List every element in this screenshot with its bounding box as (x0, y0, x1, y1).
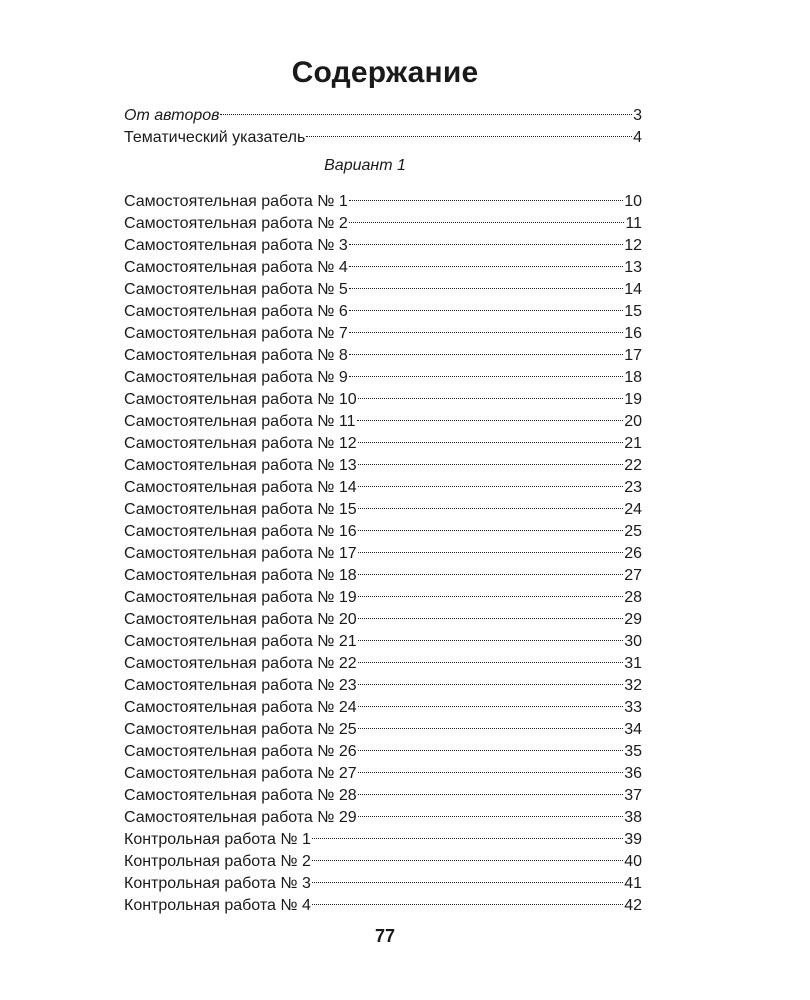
dot-leader (358, 668, 624, 690)
dot-leader (358, 690, 624, 712)
toc-entry-page: 35 (624, 743, 642, 760)
toc-entry-page: 16 (624, 325, 642, 342)
variant-heading-text: Вариант 1 (324, 157, 406, 174)
dot-leader (349, 228, 623, 250)
toc-entry-page: 17 (624, 347, 642, 364)
toc-entry-label: Самостоятельная работа № 25 (124, 721, 357, 738)
dot-leader (358, 514, 624, 536)
dot-leader (349, 360, 623, 382)
toc-entry-label: Самостоятельная работа № 22 (124, 655, 357, 672)
toc-entry-page: 34 (624, 721, 642, 738)
toc-entry-label: Контрольная работа № 4 (124, 897, 311, 914)
toc-entry-page: 24 (624, 501, 642, 518)
toc-entry-label: Самостоятельная работа № 20 (124, 611, 357, 628)
toc-entry-label: Самостоятельная работа № 1 (124, 193, 348, 210)
dot-leader (349, 316, 623, 338)
dot-leader (358, 756, 624, 778)
toc-entry-page: 3 (633, 107, 642, 124)
dot-leader (358, 492, 624, 514)
toc-entry-label: Самостоятельная работа № 4 (124, 259, 348, 276)
toc-entry-page: 38 (624, 809, 642, 826)
toc-entry-label: Контрольная работа № 1 (124, 831, 311, 848)
toc-entry-label: Самостоятельная работа № 13 (124, 457, 357, 474)
toc-entry-label: Самостоятельная работа № 6 (124, 303, 348, 320)
toc-entry-page: 31 (624, 655, 642, 672)
toc-entry-label: Самостоятельная работа № 24 (124, 699, 357, 716)
toc-entry-page: 41 (624, 875, 642, 892)
toc-entry-page: 12 (624, 237, 642, 254)
dot-leader (349, 272, 623, 294)
toc-entry-page: 28 (624, 589, 642, 606)
toc-entry-page: 11 (625, 215, 642, 232)
toc-entry-label: Самостоятельная работа № 26 (124, 743, 357, 760)
page-title: Содержание (291, 56, 479, 89)
toc-entry-label: Контрольная работа № 2 (124, 853, 311, 870)
toc-entry-page: 37 (624, 787, 642, 804)
toc-entry-label: Самостоятельная работа № 19 (124, 589, 357, 606)
page-number: 77 (374, 926, 396, 946)
dot-leader (220, 98, 632, 120)
toc-entry-label: Самостоятельная работа № 7 (124, 325, 348, 342)
toc-entry-page: 27 (624, 567, 642, 584)
toc-entry-page: 36 (624, 765, 642, 782)
toc-entry-label: Самостоятельная работа № 11 (124, 413, 356, 430)
toc-entry-label: Самостоятельная работа № 16 (124, 523, 357, 540)
dot-leader (358, 778, 624, 800)
dot-leader (349, 250, 623, 272)
toc-entry-page: 21 (624, 435, 642, 452)
dot-leader (358, 536, 624, 558)
dot-leader (358, 580, 624, 602)
toc-entry-label: Самостоятельная работа № 5 (124, 281, 348, 298)
toc-entry-label: Контрольная работа № 3 (124, 875, 311, 892)
toc-entry-page: 23 (624, 479, 642, 496)
toc-entry-page: 14 (624, 281, 642, 298)
toc-entry-label: Самостоятельная работа № 28 (124, 787, 357, 804)
toc-entry-label: Самостоятельная работа № 14 (124, 479, 357, 496)
toc-entry-label: Самостоятельная работа № 17 (124, 545, 357, 562)
toc-entry-page: 19 (624, 391, 642, 408)
dot-leader (358, 448, 624, 470)
toc-entry-page: 10 (624, 193, 642, 210)
dot-leader (312, 888, 623, 910)
table-of-contents (124, 98, 642, 914)
toc-entry-page: 15 (624, 303, 642, 320)
toc-entry-page: 39 (624, 831, 642, 848)
toc-entry-label: Самостоятельная работа № 23 (124, 677, 357, 694)
toc-entry-page: 4 (633, 129, 642, 146)
dot-leader (312, 822, 623, 844)
toc-entry-label: Тематический указатель (124, 129, 306, 146)
toc-entry-label: Самостоятельная работа № 10 (124, 391, 357, 408)
dot-leader (349, 206, 625, 228)
toc-entry-page: 20 (624, 413, 642, 430)
toc-entry-label: Самостоятельная работа № 3 (124, 237, 348, 254)
dot-leader (358, 426, 624, 448)
toc-entry-page: 32 (624, 677, 642, 694)
dot-leader (312, 844, 623, 866)
dot-leader (349, 184, 623, 206)
toc-entry-page: 22 (624, 457, 642, 474)
dot-leader (358, 646, 624, 668)
toc-entry[interactable] (124, 184, 642, 210)
toc-entry-label: Самостоятельная работа № 21 (124, 633, 357, 650)
dot-leader (358, 558, 624, 580)
dot-leader (358, 712, 624, 734)
toc-entries-list (124, 184, 642, 914)
toc-entry-label: Самостоятельная работа № 18 (124, 567, 357, 584)
toc-entry-label: Самостоятельная работа № 15 (124, 501, 357, 518)
toc-entry-page: 30 (624, 633, 642, 650)
toc-entry-label: От авторов (124, 107, 220, 124)
variant-heading (124, 154, 642, 178)
dot-leader (349, 338, 623, 360)
toc-entry-label: Самостоятельная работа № 27 (124, 765, 357, 782)
toc-entry-page: 42 (624, 897, 642, 914)
toc-entry-label: Самостоятельная работа № 12 (124, 435, 357, 452)
toc-entry-label: Самостоятельная работа № 9 (124, 369, 348, 386)
dot-leader (358, 382, 624, 404)
toc-entry-page: 40 (624, 853, 642, 870)
toc-entry-page: 29 (624, 611, 642, 628)
dot-leader (358, 602, 624, 624)
toc-entry-label: Самостоятельная работа № 2 (124, 215, 348, 232)
toc-entry-page: 33 (624, 699, 642, 716)
toc-entry-page: 25 (624, 523, 642, 540)
toc-entry-page: 26 (624, 545, 642, 562)
dot-leader (312, 866, 623, 888)
toc-entry-from-authors[interactable] (124, 98, 642, 124)
dot-leader (358, 800, 624, 822)
dot-leader (358, 734, 624, 756)
dot-leader (358, 470, 624, 492)
dot-leader (349, 294, 623, 316)
toc-entry-label: Самостоятельная работа № 8 (124, 347, 348, 364)
toc-entry-page: 13 (624, 259, 642, 276)
dot-leader (358, 624, 624, 646)
toc-entry-page: 18 (624, 369, 642, 386)
dot-leader (357, 404, 624, 426)
dot-leader (306, 120, 632, 142)
toc-entry-label: Самостоятельная работа № 29 (124, 809, 357, 826)
